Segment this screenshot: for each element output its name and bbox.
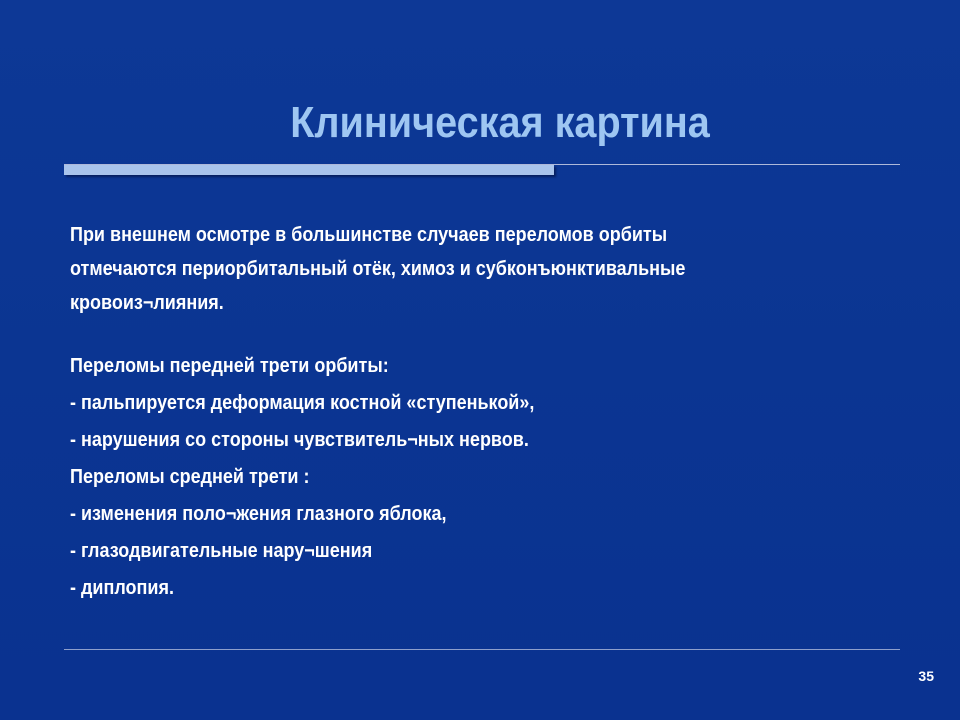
section-heading-middle: Переломы средней трети : <box>70 466 310 488</box>
intro-paragraph <box>70 218 870 320</box>
list-item: - изменения поло¬жения глазного яблока, <box>70 503 447 525</box>
slide-title: Клиническая картина <box>290 98 710 147</box>
page-number: 35 <box>918 668 934 684</box>
slide-body <box>70 218 870 607</box>
list-item: - диплопия. <box>70 577 174 599</box>
intro-line: При внешнем осмотре в большинстве случаев переломов орбиты <box>70 224 668 246</box>
findings-list <box>70 348 870 607</box>
paragraph-spacer <box>70 320 870 348</box>
section-heading-anterior: Переломы передней трети орбиты: <box>70 355 389 377</box>
list-item: - глазодвигательные нару¬шения <box>70 540 373 562</box>
intro-line: кровоиз¬лияния. <box>70 292 224 314</box>
footer-divider <box>64 649 900 650</box>
list-item: - нарушения со стороны чувствитель¬ных нервов. <box>70 429 529 451</box>
intro-line: отмечаются периорбитальный отёк, химоз и субконъюнктивальные <box>70 258 686 280</box>
title-accent-bar <box>64 165 554 175</box>
list-item: - пальпируется деформация костной «ступенькой», <box>70 392 535 414</box>
